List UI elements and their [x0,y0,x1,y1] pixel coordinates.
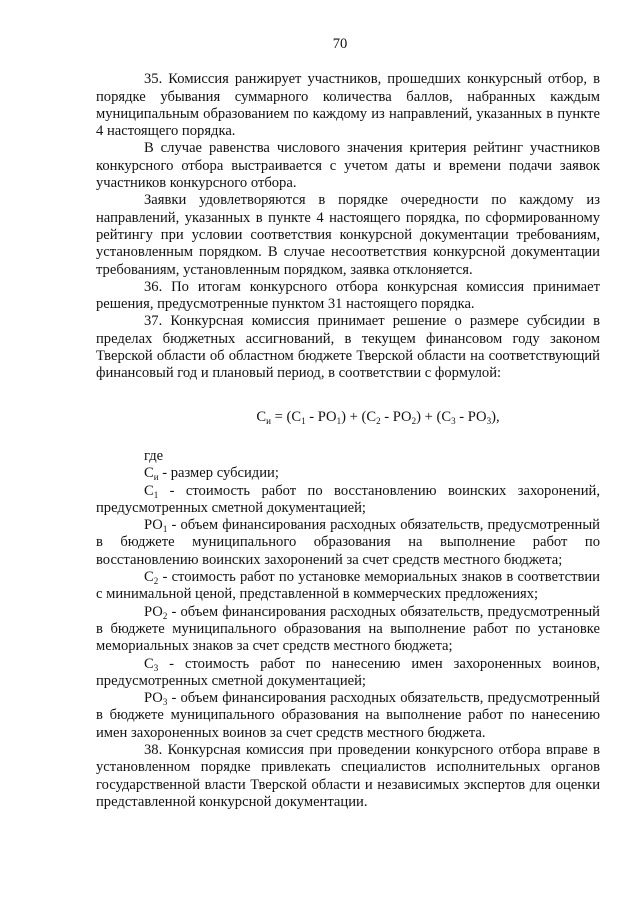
paragraph-applications: Заявки удовлетворяются в порядке очередности по каждому из направлений, указанных в пункте 4 настоящего порядка, по сформированному рейтингу при условии соответствия конкурсной документации требованиям, установленным порядком. В случае несоответствия конкурсной документации требованиям, установленным порядком, заявка отклоняется. [96,192,600,278]
definition-c3: $С_3$ - стоимость работ по нанесению имен захороненных воинов, предусмотренных сметной документацией; [96,655,600,689]
subsidy-formula: $С_и = (С_1 - РО_1) + (С_2 - РО_2) + (С_3 - РО_3)$, [256,408,500,426]
definition-c2: $С_2$ - стоимость работ по установке мемориальных знаков в соответствии с минимальной ценой, представленной в коммерческих предложениях; [96,569,600,603]
definition-c1: $С_1$ - стоимость работ по восстановлению воинских захоронений, предусмотренных сметной документацией; [96,482,600,516]
paragraph-37: 37. Конкурсная комиссия принимает решение о размере субсидии в пределах бюджетных ассигнований, в текущем финансовом году законом Тверской области об областном бюджете Тверской области на соответствующий финансовый год и плановый период, в соответствии с формулой: [96,313,600,382]
definition-ro3: $РО_3$ - объем финансирования расходных обязательств, предусмотренный в бюджете муниципального образования на выполнение работ по нанесению имен захороненных воинов за счет средств местного бюджета. [96,690,600,741]
where-label: где [144,447,164,464]
paragraph-rating-tie: В случае равенства числового значения критерия рейтинг участников конкурсного отбора выстраивается с учетом даты и времени подачи заявок участников конкурсного отбора. [96,140,600,192]
definition-ro1: $РО_1$ - объем финансирования расходных обязательств, предусмотренный в бюджете муниципального образования на выполнение работ по восстановлению воинских захоронений за счет средств местного бюджета; [96,517,600,568]
definition-ci: $С_и$ - размер субсидии; [144,465,279,483]
paragraph-35: 35. Комиссия ранжирует участников, прошедших конкурсный отбор, в порядке убывания суммарного количества баллов, набранных каждым муниципальным образованием по каждому из направлений, указанных в пункте 4 настоящего порядка. [96,71,600,140]
definition-ro2: $РО_2$ - объем финансирования расходных обязательств, предусмотренный в бюджете муниципального образования на выполнение работ по установке мемориальных знаков за счет средств местного бюджета; [96,603,600,655]
paragraph-38: 38. Конкурсная комиссия при проведении конкурсного отбора вправе в установленном порядке привлекать специалистов исполнительных органов государственной власти Тверской области и независимых экспертов для оценки представленной конкурсной документации. [96,741,600,810]
paragraph-36: 36. По итогам конкурсного отбора конкурсная комиссия принимает решения, предусмотренные пунктом 31 настоящего порядка. [96,278,600,313]
page-number: 70 [332,36,348,52]
